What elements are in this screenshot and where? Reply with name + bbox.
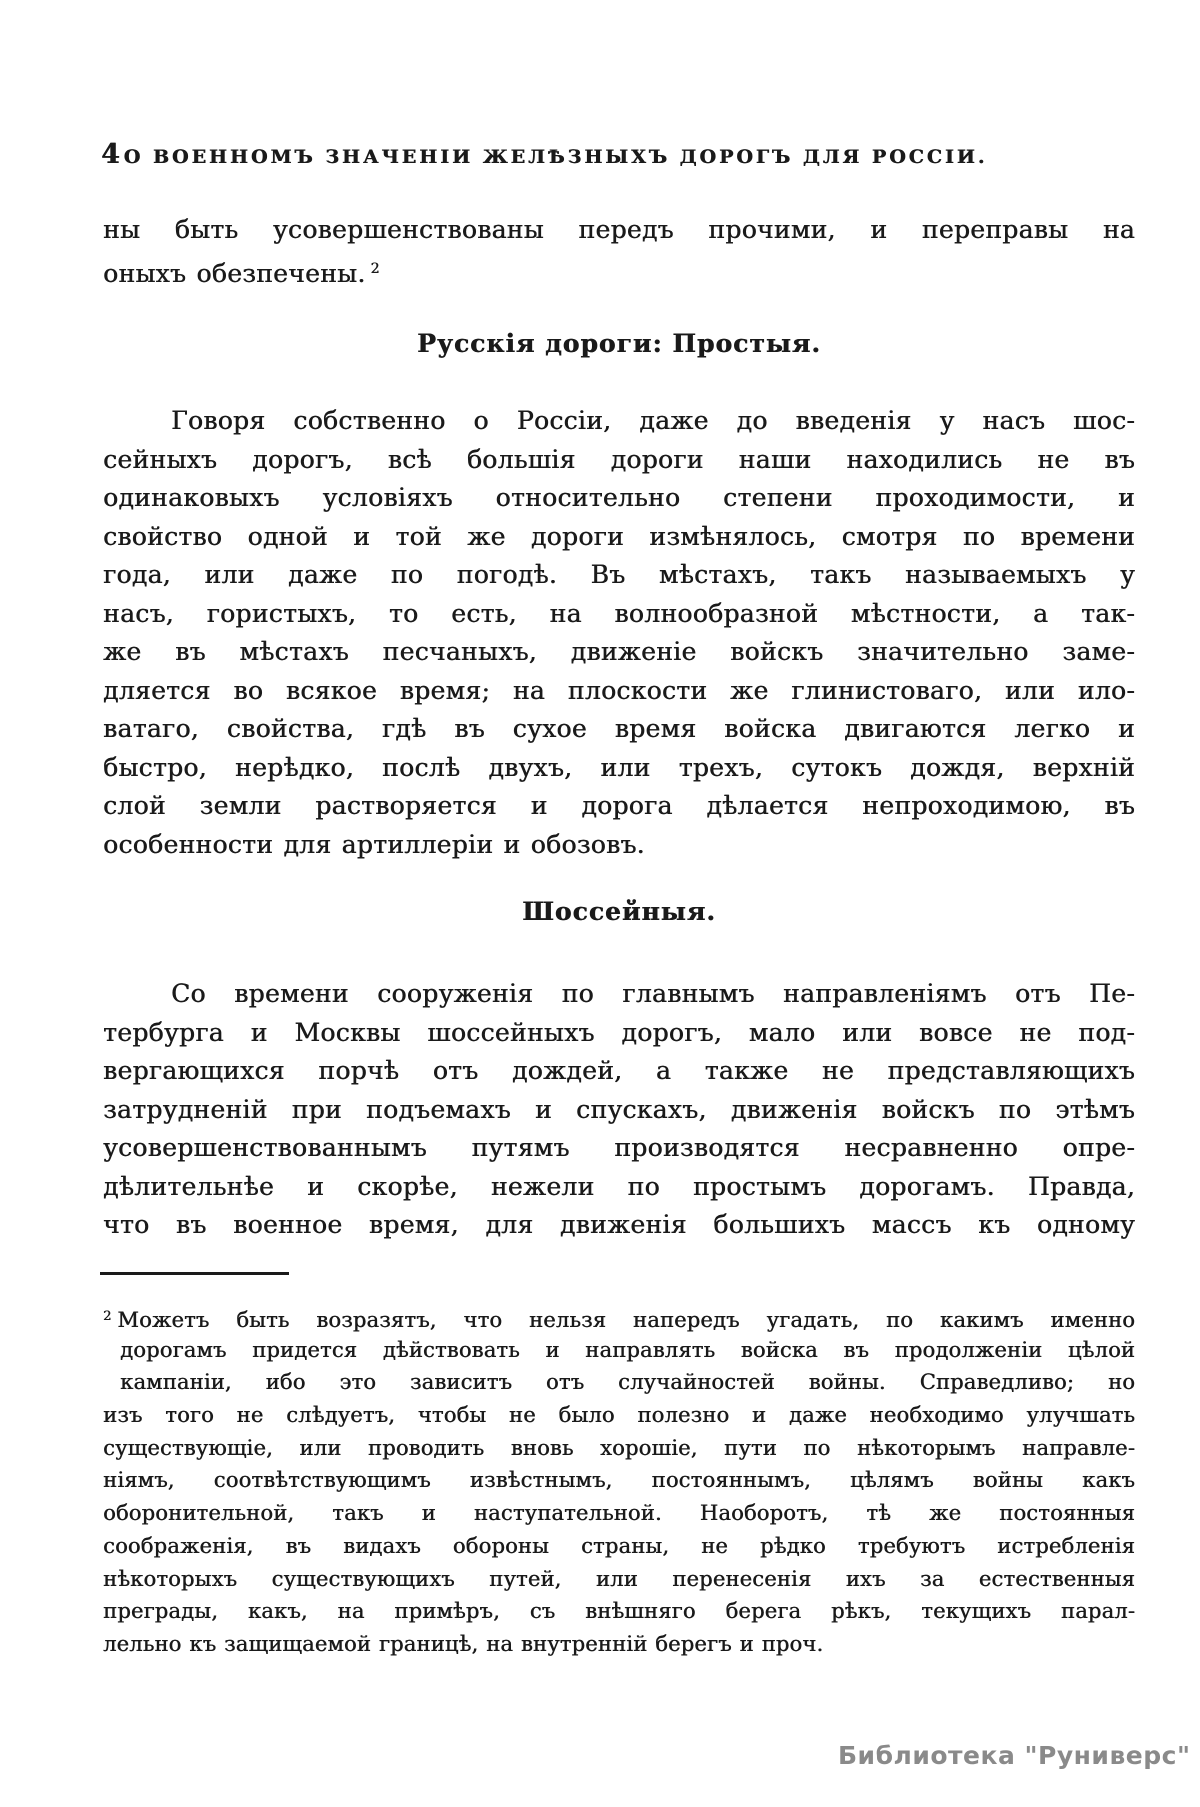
footnote-divider bbox=[100, 1272, 289, 1275]
footnote-line: изъ того не слѣдуетъ, чтобы не было полезно и даже необходимо улучшать bbox=[103, 1403, 1135, 1428]
intro-paragraph bbox=[103, 211, 1135, 288]
body-line: насъ, гористыхъ, то есть, на волнообразной мѣстности, а так- bbox=[103, 598, 1135, 628]
footnote-line: нѣкоторыхъ существующихъ путей, или перенесенія ихъ за естественныя bbox=[103, 1566, 1135, 1591]
body-line: одинаковыхъ условіяхъ относительно степени проходимости, и bbox=[103, 483, 1135, 512]
body-line: что въ военное время, для движенія большихъ массъ къ одному bbox=[103, 1210, 1135, 1239]
body-line: тербурга и Москвы шоссейныхъ дорогъ, мало или вовсе не под- bbox=[103, 1017, 1135, 1047]
page-number: 4 bbox=[101, 139, 120, 170]
section-heading-highways: Шоссейныя. bbox=[522, 897, 716, 926]
section-heading-russian-roads: Русскія дороги: Простыя. bbox=[417, 329, 821, 358]
running-head: О ВОЕННОМЪ ЗНАЧЕНІИ ЖЕЛѢЗНЫХЪ ДОРОГЪ ДЛЯ РОССІИ. bbox=[123, 146, 988, 168]
body-line bbox=[103, 250, 1135, 289]
body-line: особенности для артиллеріи и обозовъ. bbox=[103, 829, 645, 859]
footnote-block bbox=[103, 1301, 1135, 1661]
library-watermark: Библиотека "Руниверс" bbox=[838, 1741, 1191, 1770]
body-line: усовершенствованнымъ путямъ производятся несравненно опре- bbox=[103, 1133, 1135, 1162]
body-line: Со времени сооруженія по главнымъ направленіямъ отъ Пе- bbox=[171, 979, 1135, 1008]
footnote-line: дорогамъ придется дѣйствовать и направлять войска въ продолженіи цѣлой bbox=[120, 1337, 1135, 1362]
body-line: сейныхъ дорогъ, всѣ большія дороги наши находились не въ bbox=[103, 444, 1135, 474]
footnote-line: преграды, какъ, на примѣръ, съ внѣшняго берега рѣкъ, текущихъ парал- bbox=[103, 1599, 1135, 1624]
body-line: слой земли растворяется и дорога дѣлается непроходимою, въ bbox=[103, 791, 1135, 820]
body-line: ватаго, свойства, гдѣ въ сухое время войска двигаются легко и bbox=[103, 714, 1135, 743]
section1-paragraph bbox=[103, 402, 1135, 864]
footnote-marker: 2 bbox=[103, 1309, 112, 1324]
body-line: дѣлительнѣе и скорѣе, нежели по простымъ дорогамъ. Правда, bbox=[103, 1171, 1135, 1201]
footnote-line: соображенія, въ видахъ обороны страны, не рѣдко требуютъ истребленія bbox=[103, 1533, 1135, 1558]
body-line: быстро, нерѣдко, послѣ двухъ, или трехъ, сутокъ дождя, верхній bbox=[103, 752, 1135, 782]
footnote-line: ніямъ, соотвѣтствующимъ извѣстнымъ, постояннымъ, цѣлямъ войны какъ bbox=[103, 1468, 1135, 1493]
body-line-text: оныхъ обезпечены. bbox=[103, 258, 366, 288]
footnote-line: оборонительной, такъ и наступательной. Наоборотъ, тѣ же постоянныя bbox=[103, 1501, 1135, 1526]
body-line: свойство одной и той же дороги измѣнялось, смотря по времени bbox=[103, 521, 1135, 551]
body-line: же въ мѣстахъ песчаныхъ, движеніе войскъ значительно заме- bbox=[103, 637, 1135, 666]
footnote-line bbox=[103, 1301, 1135, 1334]
footnote-line: кампаніи, ибо это зависитъ отъ случайностей войны. Справедливо; но bbox=[120, 1370, 1135, 1395]
footnote-line: существующіе, или проводить вновь хорошіе, пути по нѣкоторымъ направле- bbox=[103, 1435, 1135, 1460]
footnote-line-text: Можетъ быть возразятъ, что нельзя напередъ угадать, по какимъ именно bbox=[117, 1308, 1135, 1332]
body-line: дляется во всякое время; на плоскости же глинистоваго, или ило- bbox=[103, 675, 1135, 705]
body-line: года, или даже по погодѣ. Въ мѣстахъ, такъ называемыхъ у bbox=[103, 560, 1135, 589]
body-line: вергающихся порчѣ отъ дождей, а также не представляющихъ bbox=[103, 1056, 1135, 1085]
body-line: ны быть усовершенствованы передъ прочими, и переправы на bbox=[103, 215, 1135, 244]
body-line: затрудненій при подъемахъ и спускахъ, движенія войскъ по этѣмъ bbox=[103, 1094, 1135, 1124]
section2-paragraph bbox=[103, 975, 1135, 1245]
body-line: Говоря собственно о Россіи, даже до введенія у насъ шос- bbox=[171, 406, 1135, 435]
footnote-ref: 2 bbox=[370, 260, 380, 277]
footnote-line: лельно къ защищаемой границѣ, на внутренній берегъ и проч. bbox=[103, 1631, 824, 1656]
